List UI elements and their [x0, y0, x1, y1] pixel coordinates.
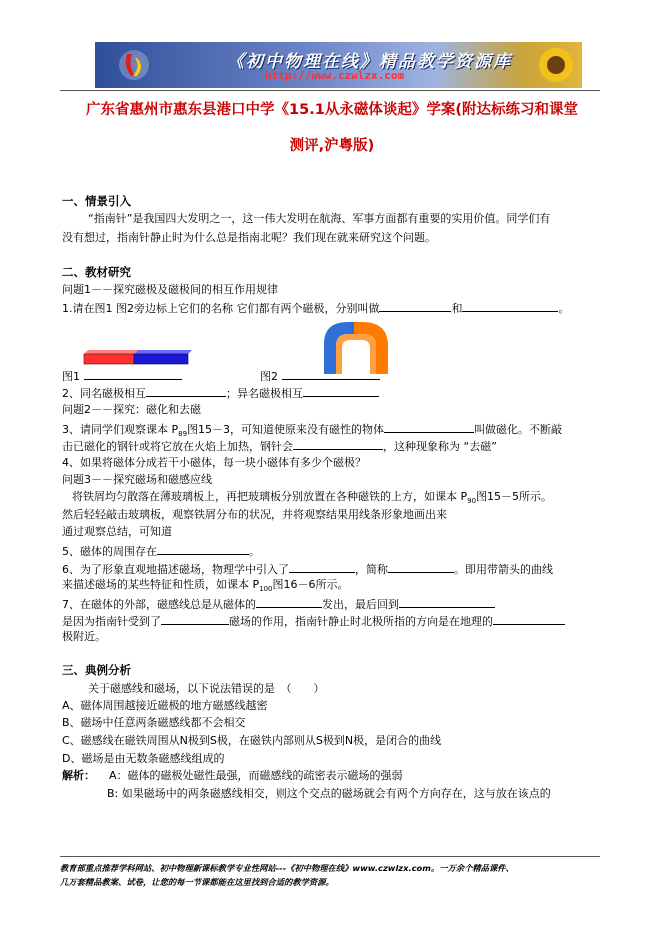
analysis-line-a: 解析： A：磁体的磁极处磁性最强，而磁感线的疏密表示磁场的强弱	[62, 769, 403, 782]
question3-item6-line2: 来描述磁场的某些特征和性质，如课本 $P_{100}$图16－6所示。	[62, 578, 349, 594]
question3-paragraph-line1: 将铁屑均匀散落在薄玻璃板上，再把玻璃板分别放置在各种磁铁的上方，如课本 $P_{90}$图15－5所示。	[72, 490, 553, 506]
blank-short-name	[388, 561, 454, 573]
header-rule	[60, 90, 600, 91]
blank-exit-pole	[256, 596, 322, 608]
sunflower-icon	[536, 45, 576, 85]
blank-earth-field	[161, 613, 229, 625]
page-title-line2: 测评,沪粤版)	[289, 138, 375, 154]
option-a: A、磁体周围越接近磁极的地方磁感线越密	[62, 699, 268, 712]
question1-item1: 1.请在图1 图2旁边标上它们的名称 它们都有两个磁极，分别叫做 和 。	[62, 302, 570, 315]
intro-paragraph-line1: “指南针”是我国四大发明之一，这一伟大发明在航海、军事方面都有重要的实用价值。同学们有	[88, 212, 551, 225]
question3-item5: 5、磁体的周围存在 。	[62, 545, 260, 558]
question3-paragraph-line3: 通过观察总结，可知道	[62, 525, 172, 538]
question2-item4: 4、如果将磁体分成若干小磁体，每一块小磁体有多少个磁极？	[62, 456, 366, 469]
analysis-label: 解析：	[62, 769, 95, 782]
option-b: B、磁场中任意两条磁感线都不会相交	[62, 716, 246, 729]
footer-rule	[60, 856, 600, 857]
question2-item3-line2: 击已磁化的钢针或将它放在火焰上加热，钢针会 ，这种现象称为 “去磁”	[62, 440, 497, 453]
figure-caption-row: 图1 图2	[62, 368, 380, 384]
blank-magnetic-field	[157, 543, 249, 555]
option-d: D、磁场是由无数条磁感线组成的	[62, 752, 225, 765]
banner-url[interactable]: http://www.czwlzx.com	[265, 69, 405, 82]
blank-unlike-poles	[303, 385, 379, 397]
question3-item7-line2: 是因为指南针受到了 磁场的作用，指南针静止时北极所指的方向是在地理的	[62, 613, 565, 629]
question3-title: 问题3－－探究磁场和磁感应线	[62, 473, 212, 486]
blank-demagnetization	[293, 438, 383, 450]
intro-paragraph-line2: 没有想过，指南针静止时为什么总是指南北呢？我们现在就来研究这个问题。	[62, 231, 436, 244]
question2-title: 问题2－－探究：磁化和去磁	[62, 403, 201, 416]
bar-magnet-figure	[82, 348, 194, 366]
section-heading-study: 二、教材研究	[62, 265, 131, 279]
blank-field-lines	[289, 561, 355, 573]
site-banner	[95, 42, 582, 88]
blank-pole-1	[379, 300, 451, 312]
banner-title: 《初中物理在线》精品教学资源库	[227, 52, 512, 72]
question3-item6-line1: 6、为了形象直观地描述磁场，物理学中引入了 ，简称 。即用带箭头的曲线	[62, 563, 553, 576]
question3-item7-line3: 极附近。	[62, 630, 106, 643]
section-heading-examples: 三、典例分析	[62, 663, 131, 677]
blank-fig1	[84, 368, 182, 380]
question3-item7-line1: 7、在磁体的外部，磁感线总是从磁体的 发出，最后回到	[62, 596, 495, 612]
blank-magnetization	[384, 421, 474, 433]
blank-return-pole	[399, 596, 495, 608]
page-title-line1: 广东省惠州市惠东县港口中学《15.1从永磁体谈起》学案(附达标练习和课堂	[86, 102, 578, 118]
option-c: C、磁感线在磁铁周围从N极到S极，在磁铁内部则从S极到N极，是闭合的曲线	[62, 734, 442, 747]
blank-geographic-pole	[493, 613, 565, 625]
site-logo-icon	[117, 48, 151, 82]
question1-title: 问题1－－探究磁极及磁极间的相互作用规律	[62, 283, 278, 296]
example-question: 关于磁感线和磁场，以下说法错误的是 （ ）	[88, 682, 325, 695]
footer-line2: 几万套精品教案、试卷，让您的每一节课都能在这里找到合适的教学资源。	[60, 877, 334, 887]
section-heading-intro: 一、情景引入	[62, 194, 131, 208]
blank-like-poles	[146, 385, 226, 397]
blank-pole-2	[462, 300, 558, 312]
analysis-line-b: B: 如果磁场中的两条磁感线相交，则这个交点的磁场就会有两个方向存在，这与放在该点的	[107, 787, 551, 800]
question3-paragraph-line2: 然后轻轻敲击玻璃板，观察铁屑分布的状况，并将观察结果用线条形象地画出来	[62, 508, 447, 521]
footer-line1: 教育部重点推荐学科网站、初中物理新课标教学专业性网站---《初中物理在线》www.czwlzx.com。一万余个精品课件、	[60, 863, 514, 873]
question1-item2: 2、同名磁极相互 ；异名磁极相互	[62, 385, 379, 401]
blank-fig2	[282, 368, 380, 380]
question2-item3-line1: 3、请同学们观察课本 $P_{89}$图15－3，可知道使原来没有磁性的物体 叫做磁化。不断敲	[62, 423, 563, 439]
